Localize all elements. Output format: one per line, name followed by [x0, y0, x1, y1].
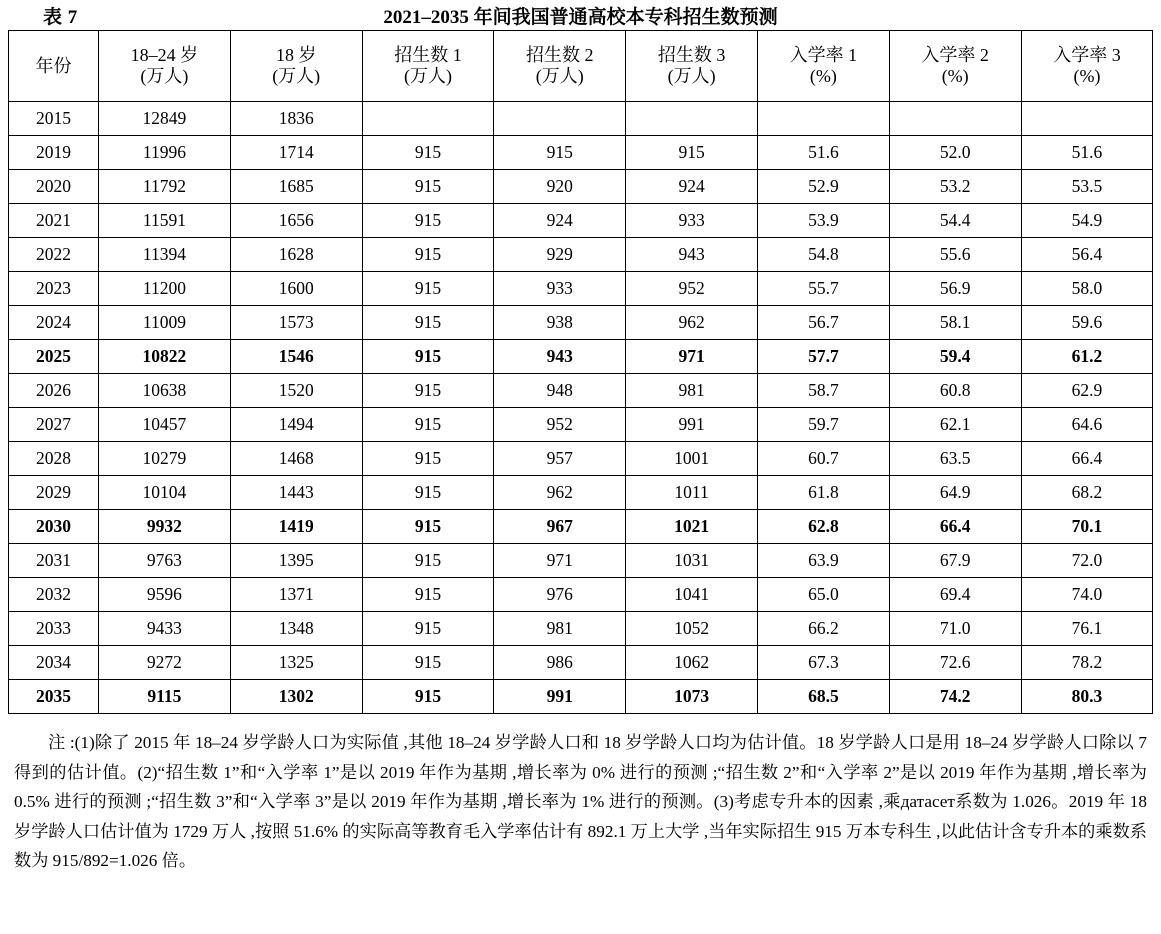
- cell-year: 2022: [9, 238, 99, 272]
- table-row: [9, 612, 1153, 646]
- table-cell: [1021, 102, 1153, 136]
- table-cell: 12849: [99, 102, 231, 136]
- table-cell: [626, 102, 758, 136]
- table-cell: 56.7: [757, 306, 889, 340]
- table-cell: 11394: [99, 238, 231, 272]
- table-cell: 71.0: [889, 612, 1021, 646]
- table-cell: 64.6: [1021, 408, 1153, 442]
- table-cell: 1062: [626, 646, 758, 680]
- table-header: [9, 31, 1153, 102]
- table-cell: 61.8: [757, 476, 889, 510]
- table-row: [9, 272, 1153, 306]
- table-row: [9, 544, 1153, 578]
- table-cell: 915: [362, 680, 494, 714]
- table-cell: 1546: [230, 340, 362, 374]
- table-cell: 60.7: [757, 442, 889, 476]
- cell-year: 2015: [9, 102, 99, 136]
- table-cell: 915: [362, 136, 494, 170]
- table-cell: 943: [494, 340, 626, 374]
- header-row: [9, 31, 1153, 102]
- table-row: [9, 170, 1153, 204]
- table-row: [9, 102, 1153, 136]
- header-line1: 招生数 3: [657, 45, 726, 66]
- table-title: 2021–2035 年间我国普通高校本专科招生数预测: [383, 6, 778, 28]
- table-body: [9, 102, 1153, 714]
- table-cell: 1573: [230, 306, 362, 340]
- table-row: [9, 680, 1153, 714]
- table-cell: 58.7: [757, 374, 889, 408]
- table-cell: 51.6: [757, 136, 889, 170]
- table-cell: 976: [494, 578, 626, 612]
- table-cell: 915: [362, 238, 494, 272]
- table-row: [9, 476, 1153, 510]
- table-cell: 920: [494, 170, 626, 204]
- table-cell: 74.0: [1021, 578, 1153, 612]
- table-cell: 80.3: [1021, 680, 1153, 714]
- table-cell: 971: [494, 544, 626, 578]
- table-cell: 68.5: [757, 680, 889, 714]
- table-cell: 1011: [626, 476, 758, 510]
- table-cell: 915: [362, 170, 494, 204]
- table-cell: 991: [494, 680, 626, 714]
- table-cell: 1600: [230, 272, 362, 306]
- table-cell: 933: [494, 272, 626, 306]
- table-cell: 1001: [626, 442, 758, 476]
- table-cell: 915: [362, 646, 494, 680]
- table-row: [9, 442, 1153, 476]
- table-cell: 952: [626, 272, 758, 306]
- table-cell: 915: [362, 578, 494, 612]
- table-row: [9, 408, 1153, 442]
- table-cell: 53.2: [889, 170, 1021, 204]
- cell-year: 2032: [9, 578, 99, 612]
- table-cell: 967: [494, 510, 626, 544]
- table-row: [9, 136, 1153, 170]
- cell-year: 2026: [9, 374, 99, 408]
- table-caption: [8, 0, 1153, 30]
- table-cell: 1494: [230, 408, 362, 442]
- header-line1: 招生数 1: [394, 45, 462, 66]
- table-cell: 915: [362, 204, 494, 238]
- header-line2: (万人): [403, 66, 452, 86]
- table-cell: 72.6: [889, 646, 1021, 680]
- table-row: [9, 374, 1153, 408]
- table-cell: 9932: [99, 510, 231, 544]
- table-cell: 1325: [230, 646, 362, 680]
- table-cell: 1041: [626, 578, 758, 612]
- cell-year: 2019: [9, 136, 99, 170]
- header-line1: 18 岁: [275, 45, 317, 66]
- table-cell: 56.9: [889, 272, 1021, 306]
- table-cell: 915: [362, 544, 494, 578]
- column-header-enrollment-3: [626, 31, 758, 102]
- table-row: [9, 578, 1153, 612]
- header-line2: (%): [941, 66, 969, 86]
- table-cell: 64.9: [889, 476, 1021, 510]
- table-cell: 1052: [626, 612, 758, 646]
- table-cell: 915: [362, 510, 494, 544]
- table-cell: 933: [626, 204, 758, 238]
- table-cell: 1656: [230, 204, 362, 238]
- table-row: [9, 510, 1153, 544]
- table-cell: 52.0: [889, 136, 1021, 170]
- header-line2: (万人): [272, 66, 321, 86]
- header-line1: 年份: [35, 55, 72, 76]
- table-row: [9, 340, 1153, 374]
- cell-year: 2028: [9, 442, 99, 476]
- header-line1: 入学率 3: [1053, 45, 1121, 66]
- table-cell: 74.2: [889, 680, 1021, 714]
- table-cell: 957: [494, 442, 626, 476]
- table-cell: 986: [494, 646, 626, 680]
- table-cell: 1302: [230, 680, 362, 714]
- table-cell: 9763: [99, 544, 231, 578]
- table-cell: 11996: [99, 136, 231, 170]
- table-cell: 53.5: [1021, 170, 1153, 204]
- table-label: 表 7: [43, 6, 78, 28]
- table-cell: 991: [626, 408, 758, 442]
- table-cell: 55.7: [757, 272, 889, 306]
- table-cell: 62.9: [1021, 374, 1153, 408]
- header-line2: (%): [809, 66, 837, 86]
- table-cell: 52.9: [757, 170, 889, 204]
- table-cell: 11200: [99, 272, 231, 306]
- column-header-rate-2: [889, 31, 1021, 102]
- header-line1: 入学率 2: [921, 45, 989, 66]
- table-cell: [889, 102, 1021, 136]
- table-cell: 10638: [99, 374, 231, 408]
- table-cell: 1714: [230, 136, 362, 170]
- table-cell: 1468: [230, 442, 362, 476]
- table-cell: 69.4: [889, 578, 1021, 612]
- table-cell: 915: [494, 136, 626, 170]
- table-row: [9, 306, 1153, 340]
- table-cell: 76.1: [1021, 612, 1153, 646]
- table-cell: 62.8: [757, 510, 889, 544]
- table-cell: 59.4: [889, 340, 1021, 374]
- table-cell: [757, 102, 889, 136]
- table-cell: 9115: [99, 680, 231, 714]
- table-cell: 72.0: [1021, 544, 1153, 578]
- table-cell: 66.2: [757, 612, 889, 646]
- cell-year: 2027: [9, 408, 99, 442]
- header-line2: (万人): [535, 66, 584, 86]
- header-line2: (万人): [667, 66, 716, 86]
- table-cell: 981: [626, 374, 758, 408]
- column-header-pop-18: [230, 31, 362, 102]
- table-cell: 915: [362, 374, 494, 408]
- table-cell: 924: [626, 170, 758, 204]
- table-cell: 54.8: [757, 238, 889, 272]
- table-cell: 915: [362, 408, 494, 442]
- header-line1: 18–24 岁: [130, 45, 199, 66]
- table-cell: 1628: [230, 238, 362, 272]
- forecast-table: [8, 30, 1153, 714]
- table-row: [9, 238, 1153, 272]
- cell-year: 2020: [9, 170, 99, 204]
- cell-year: 2034: [9, 646, 99, 680]
- cell-year: 2030: [9, 510, 99, 544]
- cell-year: 2024: [9, 306, 99, 340]
- table-cell: 11009: [99, 306, 231, 340]
- table-cell: 11591: [99, 204, 231, 238]
- table-cell: 65.0: [757, 578, 889, 612]
- table-cell: 59.6: [1021, 306, 1153, 340]
- table-cell: 78.2: [1021, 646, 1153, 680]
- table-cell: 9433: [99, 612, 231, 646]
- cell-year: 2023: [9, 272, 99, 306]
- table-cell: 915: [362, 272, 494, 306]
- cell-year: 2033: [9, 612, 99, 646]
- table-cell: 1520: [230, 374, 362, 408]
- table-cell: 938: [494, 306, 626, 340]
- table-cell: 58.0: [1021, 272, 1153, 306]
- table-cell: 67.3: [757, 646, 889, 680]
- table-cell: 943: [626, 238, 758, 272]
- cell-year: 2021: [9, 204, 99, 238]
- cell-year: 2035: [9, 680, 99, 714]
- table-cell: 1031: [626, 544, 758, 578]
- table-cell: 929: [494, 238, 626, 272]
- table-cell: 952: [494, 408, 626, 442]
- table-cell: 915: [626, 136, 758, 170]
- table-cell: 66.4: [889, 510, 1021, 544]
- table-cell: 68.2: [1021, 476, 1153, 510]
- table-cell: 1021: [626, 510, 758, 544]
- table-cell: 56.4: [1021, 238, 1153, 272]
- table-cell: 10104: [99, 476, 231, 510]
- cell-year: 2029: [9, 476, 99, 510]
- cell-year: 2025: [9, 340, 99, 374]
- column-header-rate-3: [1021, 31, 1153, 102]
- header-line2: (万人): [140, 66, 189, 86]
- header-line1: 招生数 2: [526, 45, 594, 66]
- table-cell: 51.6: [1021, 136, 1153, 170]
- table-cell: 1443: [230, 476, 362, 510]
- table-cell: 1348: [230, 612, 362, 646]
- table-cell: 1073: [626, 680, 758, 714]
- table-cell: 66.4: [1021, 442, 1153, 476]
- table-cell: 1419: [230, 510, 362, 544]
- table-cell: 10457: [99, 408, 231, 442]
- table-cell: 55.6: [889, 238, 1021, 272]
- table-cell: 1685: [230, 170, 362, 204]
- header-line2: (%): [1073, 66, 1101, 86]
- table-cell: 54.4: [889, 204, 1021, 238]
- table-cell: 9272: [99, 646, 231, 680]
- table-cell: 1395: [230, 544, 362, 578]
- table-cell: 924: [494, 204, 626, 238]
- column-header-year: [9, 31, 99, 102]
- table-cell: 60.8: [889, 374, 1021, 408]
- column-header-enrollment-2: [494, 31, 626, 102]
- table-cell: 54.9: [1021, 204, 1153, 238]
- cell-year: 2031: [9, 544, 99, 578]
- column-header-rate-1: [757, 31, 889, 102]
- table-cell: 10279: [99, 442, 231, 476]
- table-cell: 1371: [230, 578, 362, 612]
- column-header-pop-18-24: [99, 31, 231, 102]
- table-cell: 63.5: [889, 442, 1021, 476]
- table-cell: 915: [362, 612, 494, 646]
- table-cell: 981: [494, 612, 626, 646]
- table-cell: 915: [362, 306, 494, 340]
- table-cell: 70.1: [1021, 510, 1153, 544]
- table-cell: 10822: [99, 340, 231, 374]
- table-cell: 67.9: [889, 544, 1021, 578]
- table-cell: 948: [494, 374, 626, 408]
- table-cell: 11792: [99, 170, 231, 204]
- table-cell: 915: [362, 442, 494, 476]
- table-cell: 57.7: [757, 340, 889, 374]
- table-cell: 63.9: [757, 544, 889, 578]
- table-cell: 962: [494, 476, 626, 510]
- table-cell: [494, 102, 626, 136]
- table-cell: 915: [362, 340, 494, 374]
- table-cell: 62.1: [889, 408, 1021, 442]
- table-row: [9, 204, 1153, 238]
- notes-paragraph: 注 :(1)除了 2015 年 18–24 岁学龄人口为实际值 ,其他 18–24 岁学龄人口和 18 岁学龄人口均为估计值。18 岁学龄人口是用 18–24 岁学龄人口除以 7 得到的估计值。(2)“招生数 1”和“入学率 1”是以 2019 年作为基期 ,增长率为 0% 进行的预测 ;“招生数 2”和“入学率 2”是以 2019 年作为基期 ,增长率为 0.5% 进行的预测 ;“招生数 3”和“入学率 3”是以 2019 年作为基期 ,增长率为 1% 进行的预测。(3)考虑专升本的因素 ,乘датасет系数为 1.026。2019 年 18 岁学龄人口估计值为 1729 万人 ,按照 51.6% 的实际高等教育毛入学率估计有 892.1 万上大学 ,当年实际招生 915 万本专科生 ,以此估计含专升本的乘数系数为 915/892=1.026 倍。: [14, 733, 1147, 871]
- table-cell: 58.1: [889, 306, 1021, 340]
- table-cell: 962: [626, 306, 758, 340]
- table-cell: 59.7: [757, 408, 889, 442]
- table-cell: 1836: [230, 102, 362, 136]
- table-notes: [14, 728, 1147, 876]
- column-header-enrollment-1: [362, 31, 494, 102]
- table-cell: 53.9: [757, 204, 889, 238]
- table-cell: 9596: [99, 578, 231, 612]
- table-cell: 915: [362, 476, 494, 510]
- header-line1: 入学率 1: [789, 45, 858, 66]
- table-cell: [362, 102, 494, 136]
- table-cell: 61.2: [1021, 340, 1153, 374]
- table-row: [9, 646, 1153, 680]
- table-cell: 971: [626, 340, 758, 374]
